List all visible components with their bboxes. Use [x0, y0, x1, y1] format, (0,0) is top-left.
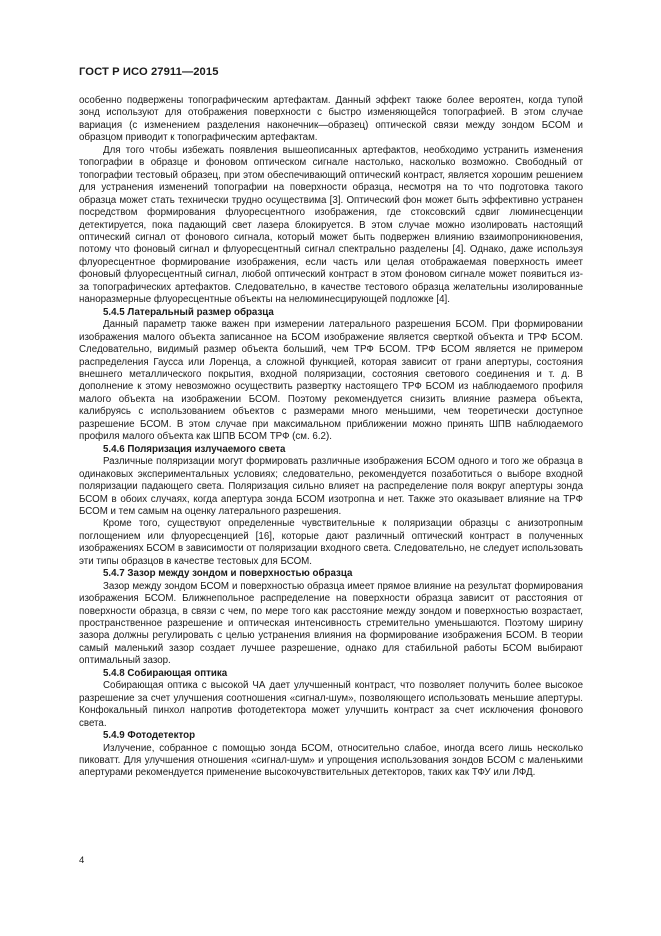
section-heading: 5.4.6 Поляризация излучаемого света	[103, 443, 286, 455]
page-number: 4	[79, 855, 85, 866]
paragraph: Данный параметр также важен при измерении латерального разрешения БСОМ. При формировании изображения малого объекта записанное на БСОМ изображение является сверткой объекта и ТРФ БСОМ. Следовательно, видимый размер объекта больший, чем ТРФ БСОМ. ТРФ БСОМ является не примером распределения Гаусса или Лоренца, а сложной функцией, которая зависит от грани апертуры, состояния внешнего металлического покрытия, входной поляризации, состояния светового соединения и т. д. В дополнение к этому невозможно осуществить развертку настоящего ТРФ БСОМ из наблюдаемого профиля малого объекта на изображении БСОМ. Поэтому рекомендуется снизить влияние размера объекта, калибруясь с использованием объектов с размерами много меньшими, чем теоретически доступное разрешение БСОМ. В этом случае при максимальном приближении можно принять ШПВ наблюдаемого профиля малого объекта как ШПВ БСОМ ТРФ (см. 6.2).	[79, 319, 583, 443]
section-heading: 5.4.8 Собирающая оптика	[103, 667, 228, 679]
section-heading: 5.4.9 Фотодетектор	[103, 730, 196, 742]
document-header: ГОСТ Р ИСО 27911—2015	[79, 66, 219, 78]
paragraph: Зазор между зондом БСОМ и поверхностью образца имеет прямое влияние на результат формирования изображения БСОМ. Ближнепольное распределение на поверхности образца зависит от расстояния от поверхности образца, в связи с чем, по мере того как расстояние между зондом и поверхностью возрастает, пространственное разрешение и оптическая интенсивность стремительно уменьшаются. Поэтому ширину зазора должны регулировать с целью устранения влияния на формирование изображения БСОМ. В теории самый маленький зазор создает лучшее разрешение, однако для стабильной работы БСОМ выбирают оптимальный зазор.	[79, 580, 583, 667]
paragraph: Собирающая оптика с высокой ЧА дает улучшенный контраст, что позволяет получить более высокое разрешение за счет улучшения соотношения «сигнал-шум», позволяющего использовать меньшие апертуры. Конфокальный пинхол напротив фотодетектора может улучшить контраст за счет исключения фонового света.	[79, 680, 583, 729]
section-heading: 5.4.7 Зазор между зондом и поверхностью образца	[103, 568, 353, 580]
paragraph: особенно подвержены топографическим артефактам. Данный эффект также более вероятен, когда тупой зонд используют для отображения поверхности с быстро изменяющейся топографией. В этом случае вариация (с изменением разделения наконечник—образец) оптической связи между зондом БСОМ и образцом приводит к топографическим артефактам.	[79, 95, 583, 144]
document-body	[79, 95, 583, 780]
paragraph: Различные поляризации могут формировать различные изображения БСОМ одного и того же образца в одинаковых экспериментальных условиях; следовательно, рекомендуется позаботиться о выборе входной поляризации падающего света. Поляризация сильно влияет на распределение поля вокруг апертуры зонда БСОМ в обоих случаях, когда апертура зонда БСОМ изотропна и нет. Также это оказывает влияние на ТРФ БСОМ и тем самым на оценку латерального разрешения.	[79, 456, 583, 517]
section-heading: 5.4.5 Латеральный размер образца	[103, 306, 274, 318]
paragraph: Излучение, собранное с помощью зонда БСОМ, относительно слабое, иногда всего лишь несколько пиковатт. Для улучшения отношения «сигнал-шум» и упрощения использования зондов БСОМ с маленькими апертурами рекомендуется применение высокочувствительных детекторов, таких как ТФУ или ЛФД.	[79, 742, 583, 779]
paragraph: Кроме того, существуют определенные чувствительные к поляризации образцы с анизотропным поглощением или флуоресценцией [16], которые дают различный оптический контраст в полученных изображениях БСОМ в зависимости от поляризации входного света. Следовательно, не следует использовать эти типы образцов в качестве тестовых для БСОМ.	[79, 518, 583, 567]
paragraph: Для того чтобы избежать появления вышеописанных артефактов, необходимо устранить изменения топографии в образце и фоновом оптическом сигнале настолько, насколько возможно. Свободный от топографии тестовый образец, при этом обеспечивающий оптический контраст, является хорошим решением для устранения изменений топографии на поверхности образца, несмотря на то что подготовка такого образца может стать технически трудно осуществима [3]. Оптический фон может быть эффективно устранен посредством формирования флуоресцентного изображения, где стоксовский сдвиг люминесценции детектируется, пока падающий свет лазера блокируется. В этом случае можно изолировать настоящий оптический сигнал от фонового сигнала, который может быть подвержен влиянию взаимопроникновения, потому что фоновый сигнал и флуоресцентный сигнал спектрально разделены [4]. Однако, даже используя флуоресцентное формирование изображения, если часть или целая отображаемая поверхность имеет фоновый флуоресцентный сигнал, любой оптический контраст в этом фоновом сигнале может появиться из-за топографических артефактов. Следовательно, в качестве тестового образца желательны изолированные наноразмерные флуоресцентные объекты на нелюминесцирующей подложке [4].	[79, 144, 583, 306]
